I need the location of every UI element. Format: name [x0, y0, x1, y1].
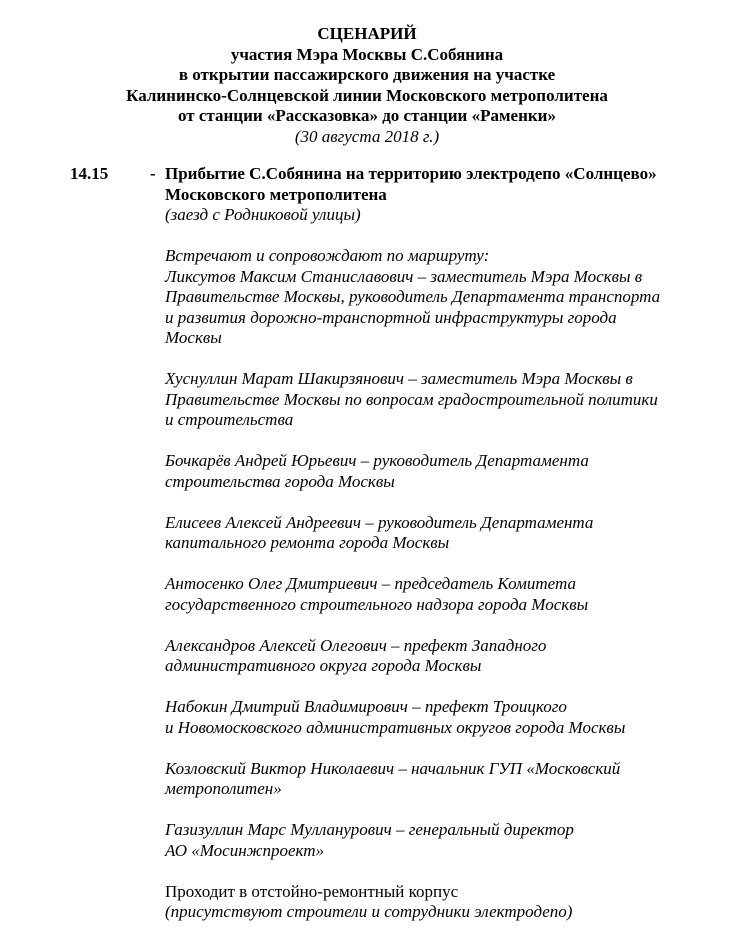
person-line: Козловский Виктор Николаевич – начальник ГУП «Московский	[165, 758, 621, 778]
person-entry	[165, 267, 710, 349]
header-line: Калининско-Солнцевской линии Московского метрополитена	[126, 85, 608, 105]
person-line: Правительстве Москвы, руководитель Департамента транспорта	[165, 287, 661, 306]
meet-intro: Встречают и сопровождают по маршруту:	[165, 246, 490, 265]
visit-note: (присутствуют строители и сотрудники электродепо)	[165, 902, 573, 921]
person-line: административного округа города Москвы	[165, 656, 482, 675]
person-line: и строительства	[165, 410, 294, 429]
person-line: Александров Алексей Олегович – префект Западного	[165, 635, 547, 655]
header-line: участия Мэра Москвы С.Собянина	[230, 44, 504, 64]
schedule-dash: -	[150, 164, 156, 183]
person-line: Москвы	[165, 328, 222, 347]
person-line: метрополитен»	[165, 779, 282, 798]
document-date: (30 августа 2018 г.)	[294, 126, 440, 146]
person-line: и развития дорожно-транспортной инфраструктуры города	[165, 307, 617, 327]
schedule-item-content	[165, 164, 710, 923]
person-entry	[165, 636, 710, 677]
document-header	[0, 24, 734, 147]
person-line: Бочкарёв Андрей Юрьевич – руководитель Департамента	[165, 451, 589, 470]
person-line: АО «Мосинжпроект»	[165, 840, 325, 860]
person-entry	[165, 820, 710, 861]
person-line: и Новомосковского административных округов города Москвы	[165, 717, 626, 737]
person-line: Антосенко Олег Дмитриевич – председатель Комитета	[165, 574, 576, 593]
person-entry	[165, 369, 710, 431]
header-line: в открытии пассажирского движения на участке	[178, 65, 556, 84]
person-line: Хуснуллин Марат Шакирзянович – заместитель Мэра Москвы в	[165, 369, 633, 388]
person-entry	[165, 451, 710, 492]
arrival-line: Прибытие С.Собянина на территорию электродепо «Солнцево»	[165, 164, 657, 183]
arrival-line: Московского метрополитена	[165, 184, 387, 204]
person-line: Набокин Дмитрий Владимирович – префект Троицкого	[165, 697, 567, 716]
person-line: государственного строительного надзора города Москвы	[165, 594, 589, 614]
person-entry	[165, 759, 710, 800]
arrival-note: (заезд с Родниковой улицы)	[165, 205, 361, 224]
person-entry	[165, 513, 710, 554]
person-entry	[165, 574, 710, 615]
visit-text: Проходит в отстойно-ремонтный корпус	[165, 881, 459, 901]
person-line: капитального ремонта города Москвы	[165, 533, 450, 552]
person-entry	[165, 697, 710, 738]
person-line: Правительстве Москвы по вопросам градостроительной политики	[165, 389, 658, 409]
person-line: Елисеев Алексей Андреевич – руководитель Департамента	[165, 512, 594, 532]
header-line: от станции «Рассказовка» до станции «Раменки»	[178, 106, 556, 125]
person-line: Газизуллин Марс Мулланурович – генеральный директор	[165, 820, 574, 839]
document-title: СЦЕНАРИЙ	[317, 24, 417, 43]
person-line: Ликсутов Максим Станиславович – заместитель Мэра Москвы в	[165, 266, 643, 286]
schedule-time: 14.15	[70, 164, 109, 183]
person-line: строительства города Москвы	[165, 471, 395, 491]
visit-block	[165, 882, 710, 923]
